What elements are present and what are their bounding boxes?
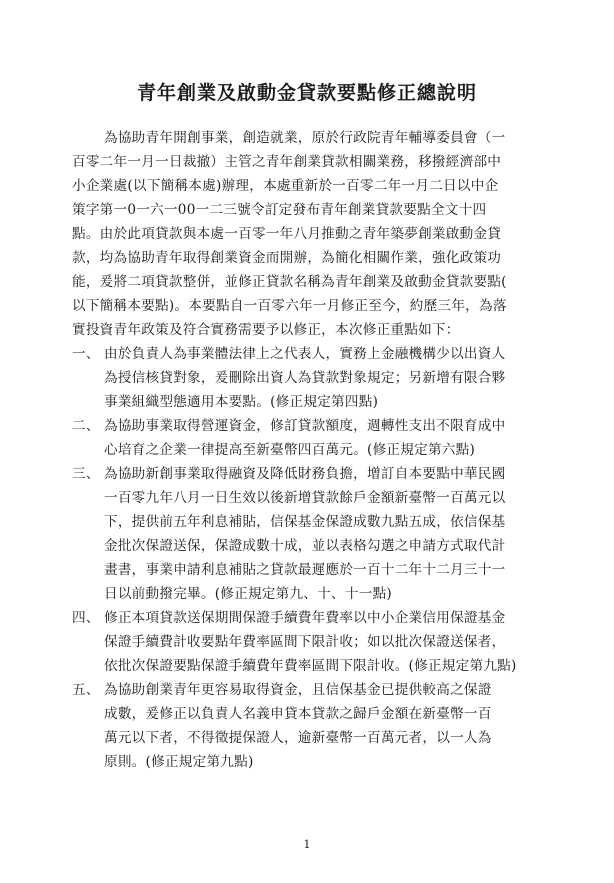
item-line: 為協助事業取得營運資金，修訂貸款額度，週轉性支出不限育成中 <box>104 418 506 434</box>
item-line: 一百零九年八月一日生效以後新增貸款餘戶金額新臺幣一百萬元以 <box>104 490 506 506</box>
intro-line: 為協助青年開創事業，創造就業，原於行政院青年輔導委員會（一 <box>104 130 506 146</box>
intro-line: 實投資青年政策及符合實務需要予以修正，本次修正重點如下： <box>72 322 460 338</box>
item-line: 為授信核貸對象，爰刪除出資人為貸款對象規定；另新增有限合夥 <box>104 370 506 386</box>
page-number: 1 <box>303 838 311 851</box>
item-line: 事業組織型態適用本要點。(修正規定第四點) <box>104 394 379 410</box>
intro-line: 能，爰將二項貸款整併，並修正貸款名稱為青年創業及啟動金貸款要點( <box>72 274 507 290</box>
item-number: 一、 <box>72 346 100 362</box>
item-number: 三、 <box>72 466 100 482</box>
item-line: 金批次保證送保，保證成數十成，並以表格勾選之申請方式取代計 <box>104 538 506 554</box>
intro-line: 點。由於此項貸款與本處一百零一年八月推動之青年築夢創業啟動金貸 <box>72 226 502 242</box>
item-line: 畫書，事業申請利息補貼之貸款最遲應於一百十二年十二月三十一 <box>104 562 506 578</box>
item-line: 依批次保證要點保證手續費年費率區間下限計收。(修正規定第九點) <box>104 658 517 674</box>
item-number: 四、 <box>72 610 100 626</box>
item-number: 二、 <box>72 418 100 434</box>
intro-line: 策字第一0一六一00一二三號令訂定發布青年創業貸款要點全文十四 <box>72 202 487 218</box>
document-title: 青年創業及啟動金貸款要點修正總說明 <box>136 82 477 104</box>
item-line: 日以前動撥完畢。(修正規定第九、十、十一點) <box>104 586 392 602</box>
item-number: 五、 <box>72 682 100 698</box>
item-line: 萬元以下者，不得徵提保證人，逾新臺幣一百萬元者，以一人為 <box>104 730 492 746</box>
item-line: 心培育之企業一律提高至新臺幣四百萬元。(修正規定第六點) <box>104 442 476 458</box>
item-line: 為協助新創事業取得融資及降低財務負擔，增訂自本要點中華民國 <box>104 466 506 482</box>
intro-line: 以下簡稱本要點)。本要點自一百零六年一月修正至今，約歷三年，為落 <box>72 298 507 314</box>
item-line: 保證手續費計收要點年費率區間下限計收；如以批次保證送保者， <box>104 634 506 650</box>
intro-line: 款，均為協助青年取得創業資金而開辦，為簡化相關作業，強化政策功 <box>72 250 502 266</box>
item-line: 修正本項貸款送保期間保證手續費年費率以中小企業信用保證基金 <box>104 610 506 626</box>
item-line: 為協助創業青年更容易取得資金，且信保基金已提供較高之保證 <box>104 682 492 698</box>
item-line: 由於負責人為事業體法律上之代表人，實務上金融機構少以出資人 <box>104 346 506 362</box>
item-line: 原則。(修正規定第九點) <box>104 754 254 770</box>
intro-line: 百零二年一月一日裁撤）主管之青年創業貸款相關業務，移撥經濟部中 <box>72 154 502 170</box>
item-line: 下，提供前五年利息補貼，信保基金保證成數九點五成，依信保基 <box>104 514 506 530</box>
item-line: 成數，爰修正以負責人名義申貸本貸款之歸戶金額在新臺幣一百 <box>104 706 492 722</box>
intro-line: 小企業處(以下簡稱本處)辦理，本處重新於一百零二年一月二日以中企 <box>72 178 499 194</box>
